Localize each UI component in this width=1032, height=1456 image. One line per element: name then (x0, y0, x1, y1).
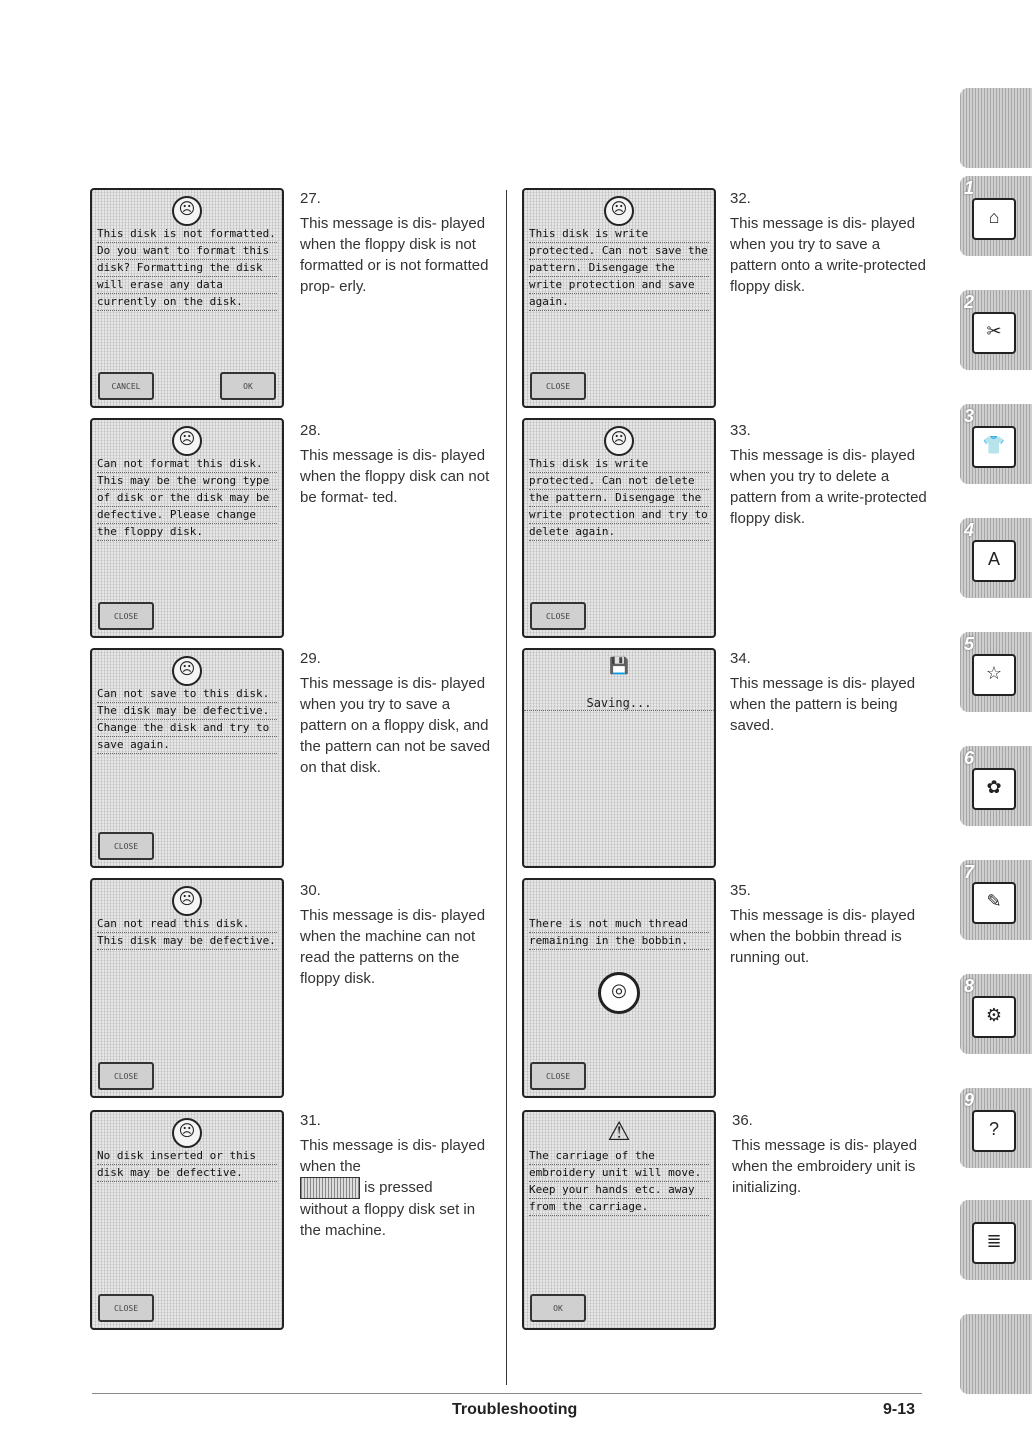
machine-question-icon: ? (972, 1110, 1016, 1152)
message-screen-36 (522, 1110, 716, 1330)
shirt-edit-icon: ✎ (972, 882, 1016, 924)
warning-icon: ⚠ (607, 1116, 631, 1146)
message-screen-28 (90, 418, 284, 638)
sewing-machine-icon: ⌂ (972, 198, 1016, 240)
message-screen-34 (522, 648, 716, 868)
screen-message: Can not save to this disk. The disk may be defective. Change the disk and try to save again. (97, 686, 277, 754)
tab-chapter-7[interactable]: 7 ✎ (960, 860, 1032, 940)
shirt-icon: 👕 (972, 426, 1016, 468)
sad-face-icon: ☹ (172, 886, 202, 916)
screen-message: There is not much thread remaining in the bobbin. (529, 916, 709, 950)
ok-button[interactable]: OK (220, 372, 276, 400)
tab-chapter-5[interactable]: 5 ☆ (960, 632, 1032, 712)
tab-chapter-2[interactable]: 2 ✂ (960, 290, 1032, 370)
message-screen-33 (522, 418, 716, 638)
footer-rule (92, 1393, 922, 1394)
message-screen-31 (90, 1110, 284, 1330)
tab-chapter-1[interactable]: 1 ⌂ (960, 176, 1032, 256)
message-description-35: 35. This message is dis- played when the bobbin thread is running out. (730, 882, 916, 966)
column-divider (506, 190, 507, 1385)
machine-tools-icon: ⚙ (972, 996, 1016, 1038)
tab-appendix[interactable] (960, 1200, 1032, 1280)
star-frame-icon: ☆ (972, 654, 1016, 696)
message-description-36: 36. This message is dis- played when the embroidery unit is initializing. (732, 1112, 918, 1196)
cancel-button[interactable]: CANCEL (98, 372, 154, 400)
shirt-abc-icon: A (972, 540, 1016, 582)
sad-face-icon: ☹ (172, 1118, 202, 1148)
message-screen-35 (522, 878, 716, 1098)
screen-message: This disk is write protected. Can not save the pattern. Disengage the write protection and save again. (529, 226, 709, 311)
tab-contents[interactable] (960, 88, 1032, 168)
shirt-design-icon: ✿ (972, 768, 1016, 810)
tab-chapter-9[interactable]: 9 ? (960, 1088, 1032, 1168)
thread-scissors-icon: ✂ (972, 312, 1016, 354)
close-button[interactable]: CLOSE (530, 372, 586, 400)
message-screen-27 (90, 188, 284, 408)
floppy-disk-key-icon (300, 1177, 360, 1199)
sad-face-icon: ☹ (604, 196, 634, 226)
sad-face-icon: ☹ (604, 426, 634, 456)
tab-index[interactable] (960, 1314, 1032, 1394)
documents-icon: ≣ (972, 1222, 1016, 1264)
tab-chapter-6[interactable]: 6 ✿ (960, 746, 1032, 826)
screen-message: No disk inserted or this disk may be defective. (97, 1148, 277, 1182)
message-description-33: 33. This message is dis- played when you try to delete a pattern from a write-protected floppy disk. (730, 422, 927, 527)
tab-chapter-3[interactable]: 3 👕 (960, 404, 1032, 484)
screen-message: This disk is write protected. Can not delete the pattern. Disengage the write protection and try to delete again. (529, 456, 709, 541)
disk-saving-icon: 💾 (609, 658, 629, 675)
message-screen-32 (522, 188, 716, 408)
tab-chapter-8[interactable]: 8 ⚙ (960, 974, 1032, 1054)
footer-title: Troubleshooting (452, 1401, 578, 1418)
close-button[interactable]: CLOSE (98, 602, 154, 630)
sad-face-icon: ☹ (172, 196, 202, 226)
screen-message: This disk is not formatted. Do you want to format this disk? Formatting the disk will erase any data currently on the disk. (97, 226, 277, 311)
close-button[interactable]: CLOSE (98, 1062, 154, 1090)
screen-message: Can not format this disk. This may be the wrong type of disk or the disk may be defective. Please change the floppy disk. (97, 456, 277, 541)
screen-message: The carriage of the embroidery unit will move. Keep your hands etc. away from the carriage. (529, 1148, 709, 1216)
close-button[interactable]: CLOSE (98, 832, 154, 860)
screen-message: Can not read this disk. This disk may be defective. (97, 916, 277, 950)
message-screen-30 (90, 878, 284, 1098)
sad-face-icon: ☹ (172, 426, 202, 456)
tab-chapter-4[interactable]: 4 A (960, 518, 1032, 598)
message-description-28: 28. This message is dis- played when the floppy disk can not be format- ted. (300, 422, 490, 506)
page-number: 9-13 (883, 1401, 916, 1418)
message-description-30: 30. This message is dis- played when the machine can not read the patterns on the floppy disk. (300, 882, 486, 987)
message-description-34: 34. This message is dis- played when the pattern is being saved. (730, 650, 916, 734)
close-button[interactable]: CLOSE (98, 1294, 154, 1322)
close-button[interactable]: CLOSE (530, 602, 586, 630)
sad-face-icon: ☹ (172, 656, 202, 686)
ok-button[interactable]: OK (530, 1294, 586, 1322)
saving-text: Saving... (524, 696, 714, 711)
message-screen-29 (90, 648, 284, 868)
bobbin-spool-icon: ◎ (598, 972, 640, 1014)
close-button[interactable]: CLOSE (530, 1062, 586, 1090)
message-description-29: 29. This message is dis- played when you try to save a pattern on a floppy disk, and the pattern can not be saved on that disk. (300, 650, 491, 776)
message-description-27: 27. This message is dis- played when the floppy disk is not formatted or is not formatted prop- erly. (300, 190, 489, 295)
message-description-31: 31. This message is dis- played when the is pressed without a floppy disk set in the machine. (300, 1112, 486, 1240)
message-description-32: 32. This message is dis- played when you try to save a pattern onto a write-protected floppy disk. (730, 190, 926, 295)
